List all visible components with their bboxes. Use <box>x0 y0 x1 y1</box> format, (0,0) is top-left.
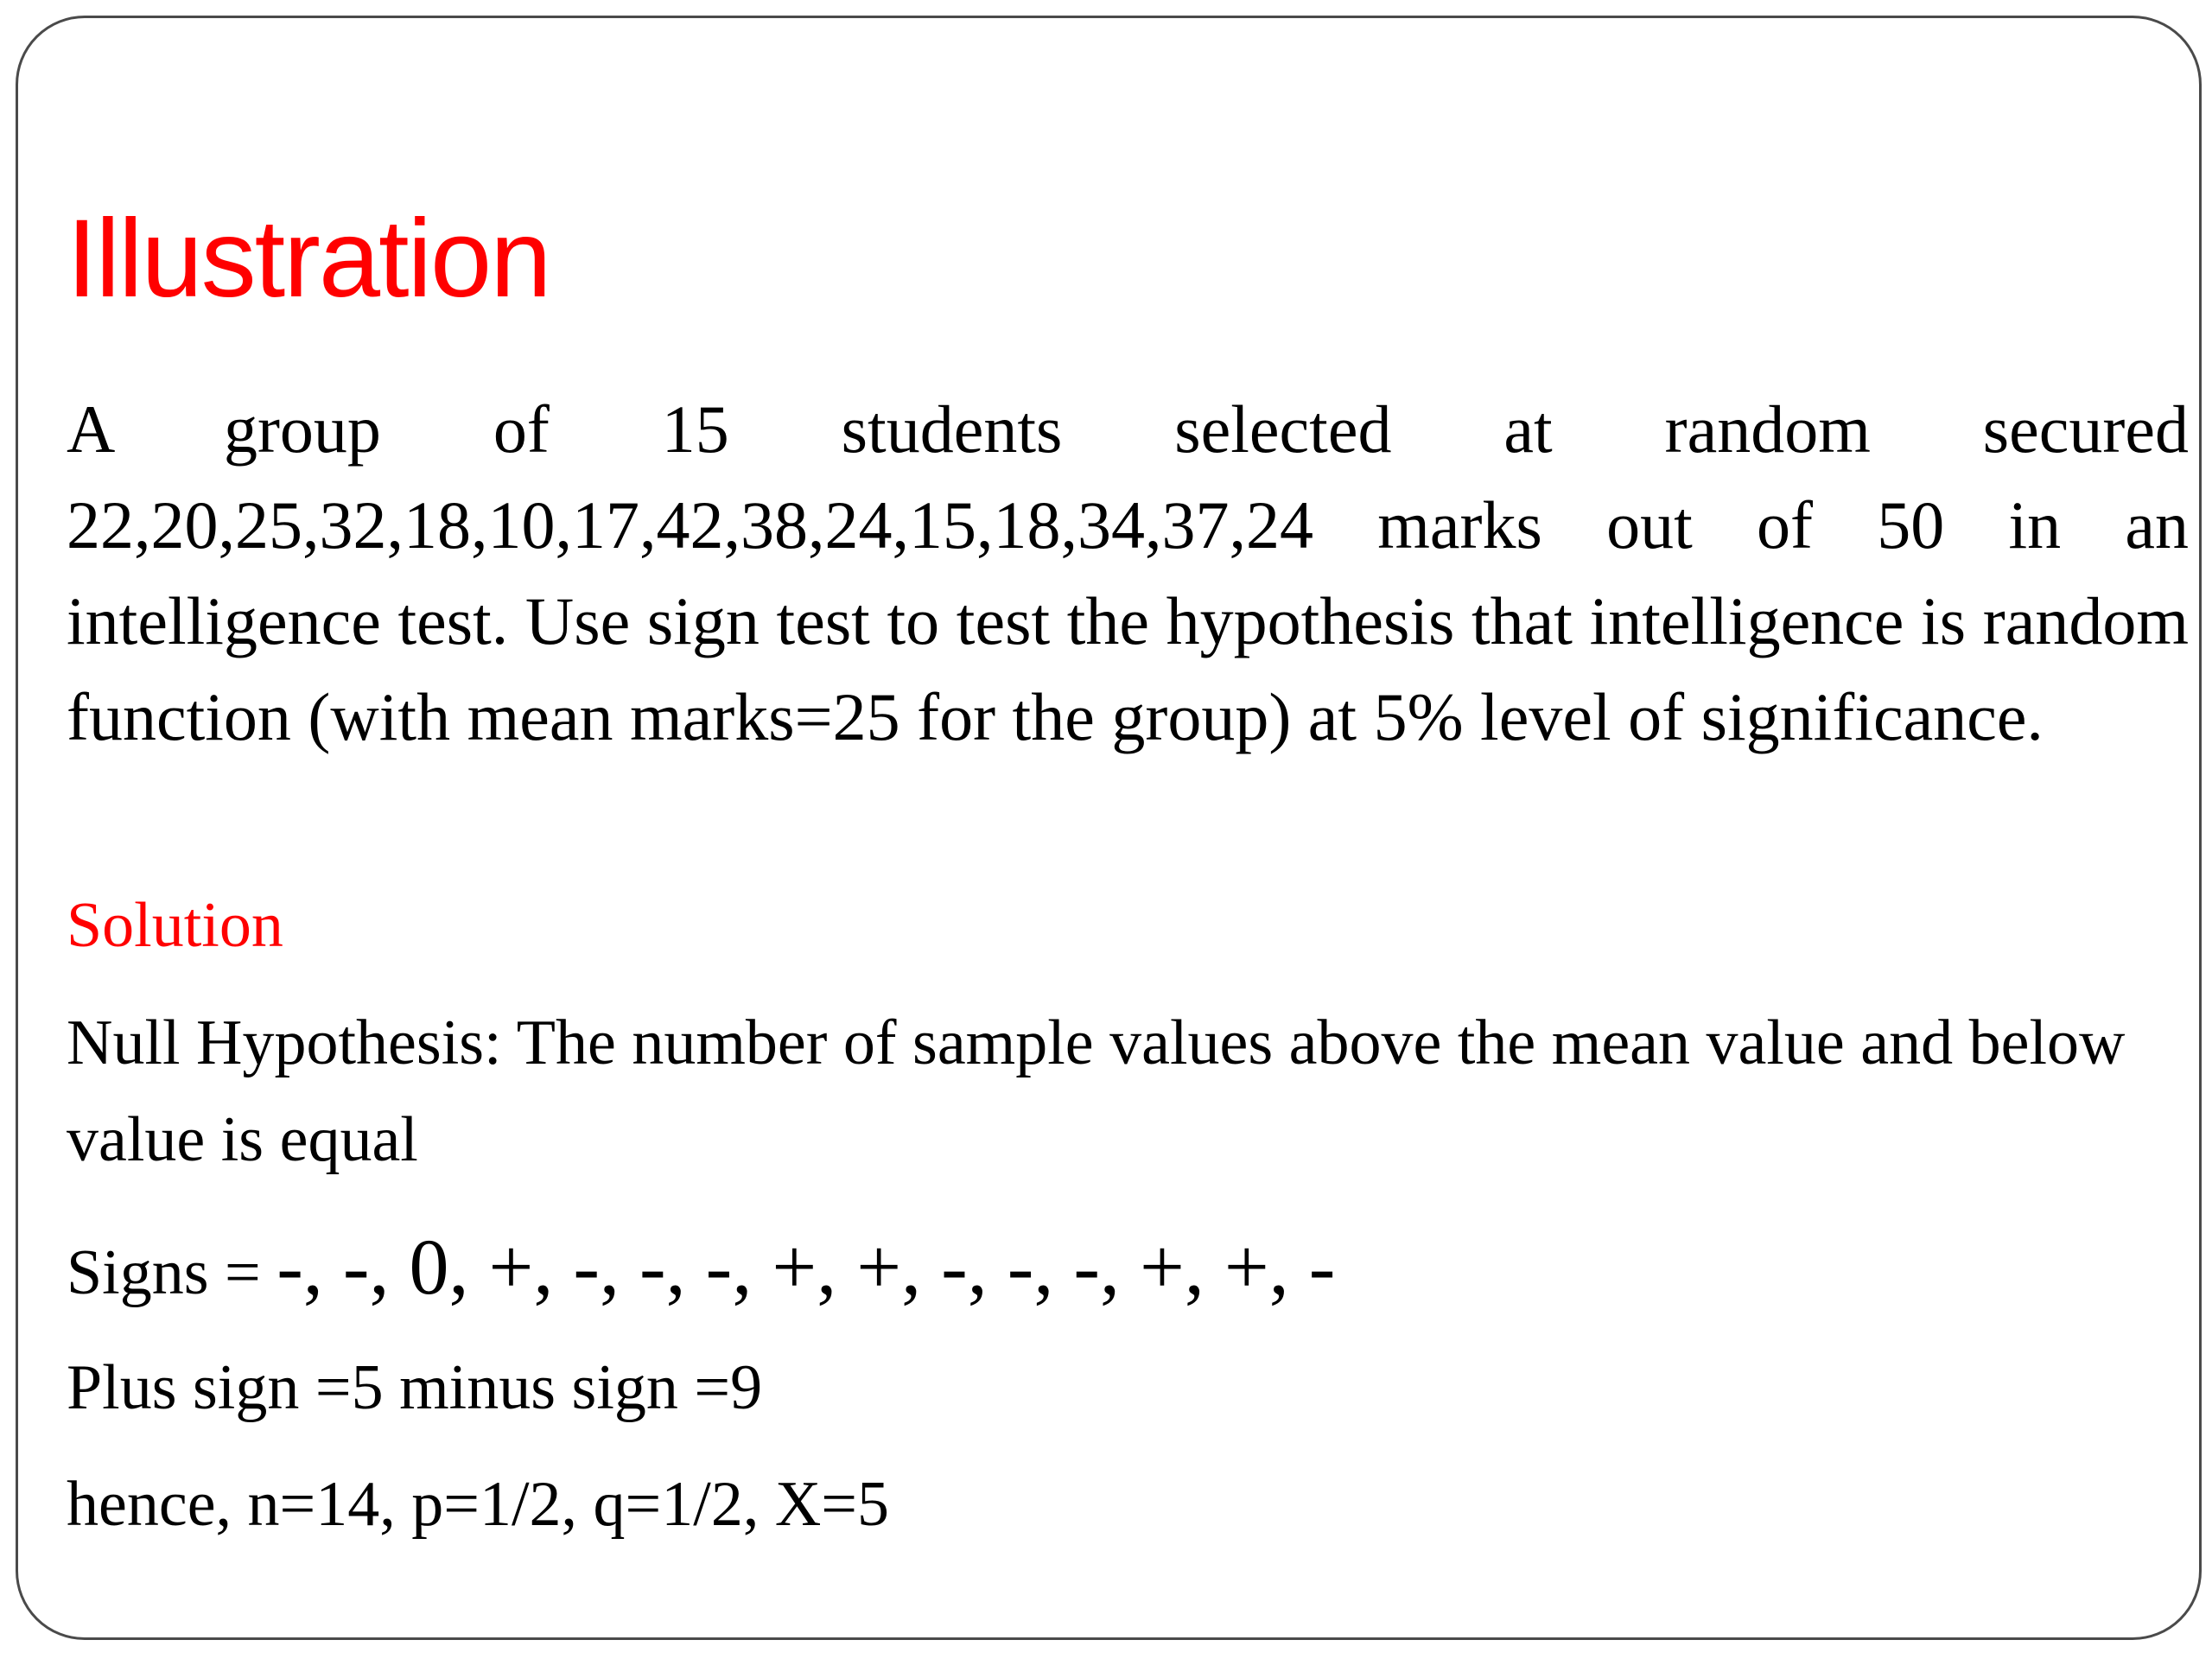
parameters-line: hence, n=14, p=1/2, q=1/2, X=5 <box>67 1469 890 1540</box>
solution-heading: Solution <box>67 890 283 961</box>
problem-statement: A group of 15 students selected at random secured 22,20,25,32,18,10,17,42,38,24,15,18,34,37,24 marks out of 50 in an intelligence test. Use sign test to test the hypothesis that intelligence is random function (with mean marks=25 for the group) at 5% level of significance. <box>67 391 2189 754</box>
null-hypothesis: Null Hypothesis: The number of sample values above the mean value and below value is equal <box>67 1007 2126 1175</box>
slide-title: Illustration <box>67 197 550 321</box>
sign-counts: Plus sign =5 minus sign =9 <box>67 1352 763 1423</box>
signs-label: Signs = <box>67 1237 277 1308</box>
slide-frame <box>16 16 2202 1640</box>
signs-list: -, -, 0, +, -, -, -, +, +, -, -, -, +, +, - <box>276 1223 1336 1311</box>
signs-line <box>67 1224 2189 1316</box>
